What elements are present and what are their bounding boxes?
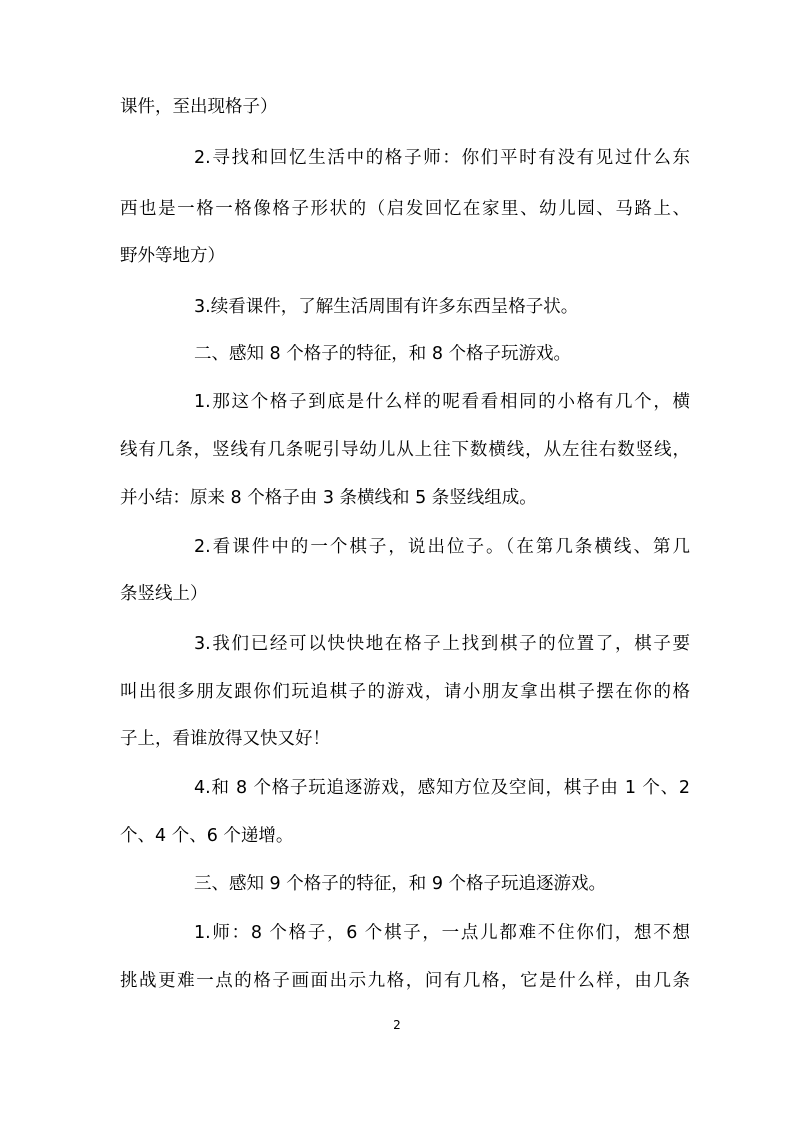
- text-line: 西也是一格一格像格子形状的（启发回忆在家里、幼儿园、马路上、: [120, 199, 690, 219]
- text-line: 条竖线上）: [120, 584, 208, 604]
- text-line: 挑战更难一点的格子画面出示九格，问有几格，它是什么样，由几条: [120, 971, 690, 991]
- section-heading: 二、感知 8 个格子的特征，和 8 个格子玩游戏。: [194, 344, 572, 364]
- text-line: 野外等地方）: [120, 246, 225, 266]
- text-line: 子上，看谁放得又快又好！: [120, 729, 330, 749]
- text-line: 4.和 8 个格子玩追逐游戏，感知方位及空间，棋子由 1 个、2: [194, 778, 690, 798]
- text-line: 3.续看课件，了解生活周围有许多东西呈格子状。: [194, 297, 579, 317]
- text-line: 1.那这个格子到底是什么样的呢看看相同的小格有几个，横: [194, 392, 690, 412]
- text-line: 叫出很多朋友跟你们玩追棋子的游戏，请小朋友拿出棋子摆在你的格: [120, 682, 690, 702]
- section-heading: 三、感知 9 个格子的特征，和 9 个格子玩追逐游戏。: [194, 874, 607, 894]
- text-line: 并小结：原来 8 个格子由 3 条横线和 5 条竖线组成。: [120, 488, 537, 508]
- text-line: 1.师：8 个格子，6 个棋子，一点儿都难不住你们，想不想: [194, 923, 690, 943]
- text-line: 2.看课件中的一个棋子，说出位子。（在第几条横线、第几: [194, 537, 690, 557]
- text-line: 个、4 个、6 个递增。: [120, 826, 294, 846]
- page-number: 2: [393, 1018, 401, 1032]
- text-line: 3.我们已经可以快快地在格子上找到棋子的位置了，棋子要: [194, 634, 690, 654]
- text-line: 课件，至出现格子）: [120, 97, 278, 117]
- text-line: 2.寻找和回忆生活中的格子师：你们平时有没有见过什么东: [194, 148, 690, 168]
- text-line: 线有几条，竖线有几条呢引导幼儿从上往下数横线，从左往右数竖线，: [120, 440, 690, 460]
